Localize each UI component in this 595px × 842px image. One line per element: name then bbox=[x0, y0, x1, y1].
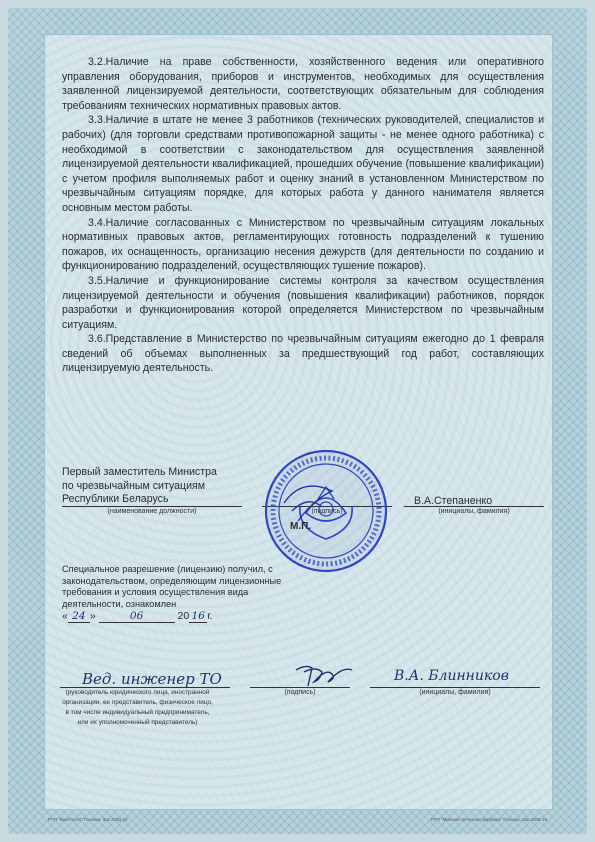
recipient-position-handwritten: Вед. инженер ТО bbox=[82, 670, 222, 688]
recipient-name-underline bbox=[370, 687, 540, 688]
name-underline bbox=[404, 506, 544, 507]
footer-printer-right: РУП "Минская печатная фабрика" Гознака. Зак.2308-15 bbox=[430, 817, 547, 822]
official-position-line: Республики Беларусь bbox=[62, 493, 169, 505]
paragraph-3-6: 3.6.Представление в Министерство по чрезвычайным ситуациям ежегодно до 1 февраля сведений об объемах выполненных за предшествующий год работ, составляющих лицензируемую деятельность. bbox=[62, 333, 544, 375]
license-conditions-text bbox=[62, 55, 544, 376]
recipient-signature bbox=[292, 660, 358, 690]
date-year-suffix: 16 bbox=[189, 610, 207, 623]
official-name: В.А.Степаненко bbox=[414, 495, 493, 507]
date-open-quote: « bbox=[62, 610, 68, 622]
position-underline bbox=[62, 506, 242, 507]
acknowledgement-text: Специальное разрешение (лицензию) получил, с законодательством, определяющим лицензионные требования и условия осуществления вида деятельности, ознакомлен bbox=[62, 564, 282, 609]
date-month: 06 bbox=[99, 610, 175, 623]
name-caption: (инициалы, фамилия) bbox=[438, 508, 510, 515]
official-position-line: по чрезвычайным ситуациям bbox=[62, 479, 206, 492]
paragraph-3-4: 3.4.Наличие согласованных с Министерством по чрезвычайным ситуациям локальных нормативных правовых актов, регламентирующих готовность подразделений к тушению пожаров, их оснащенность, организацию несения дежурств (для деятельности по созданию и функционированию подразделений, осуществляющих тушение пожаров). bbox=[62, 216, 544, 273]
footer-printer-left: РУП "Криптотех" Гознака. Зак.378д-15 bbox=[48, 817, 128, 822]
official-seal-stamp bbox=[262, 447, 390, 575]
official-position bbox=[62, 466, 252, 507]
recipient-signature-caption: (подпись) bbox=[284, 689, 316, 696]
official-position-line: Первый заместитель Министра bbox=[62, 466, 217, 478]
recipient-name-caption: (инициалы, фамилия) bbox=[419, 689, 491, 696]
recipient-name-handwritten: В.А. Блинников bbox=[394, 668, 509, 684]
paragraph-3-2: 3.2.Наличие на праве собственности, хозяйственного ведения или оперативного управления оборудования, приборов и инструментов, необходимых для осуществления заявленной лицензируемой деятельности, соответствующих обязательным для соблюдения требованиям технических нормативных правовых актов. bbox=[62, 56, 544, 112]
paragraph-3-5: 3.5.Наличие и функционирование системы контроля за качеством осуществления лицензируемой деятельности и обучения (повышения квалификации) работников, порядок разработки и функционирования которой определяется Министерством по чрезвычайным ситуациям. bbox=[62, 274, 544, 331]
date-year-prefix: 20 bbox=[177, 610, 190, 622]
acknowledgement-date bbox=[62, 610, 213, 623]
stamp-mark-label: М.П. bbox=[290, 521, 312, 532]
position-caption: (наименование должности) bbox=[107, 508, 197, 515]
paragraph-3-3: 3.3.Наличие в штате не менее 3 работников (технических руководителей, специалистов и рабочих) (для торговли средствами противопожарной защиты - не менее одного работника) с необходимой в соответствии с законодательством для осуществления заявленной лицензируемой деятельности квалификацией, прошедших обучение (повышение квалификации) с учетом профиля выполняемых работ и оценку знаний в установленном Министерством по чрезвычайным ситуациям порядке, для которых работа у данного нанимателя является основным местом работы. bbox=[62, 114, 544, 214]
date-close-quote: » bbox=[89, 610, 96, 622]
recipient-position-caption: (руководитель юридического лица, иностранной организации, ее представитель, физическое лицо, в том числе индивидуальный предприниматель, или их уполномоченный представитель) bbox=[62, 689, 213, 726]
recipient-signature-underline bbox=[250, 687, 350, 688]
date-day: 24 bbox=[68, 610, 90, 623]
date-suffix: г. bbox=[207, 610, 213, 622]
